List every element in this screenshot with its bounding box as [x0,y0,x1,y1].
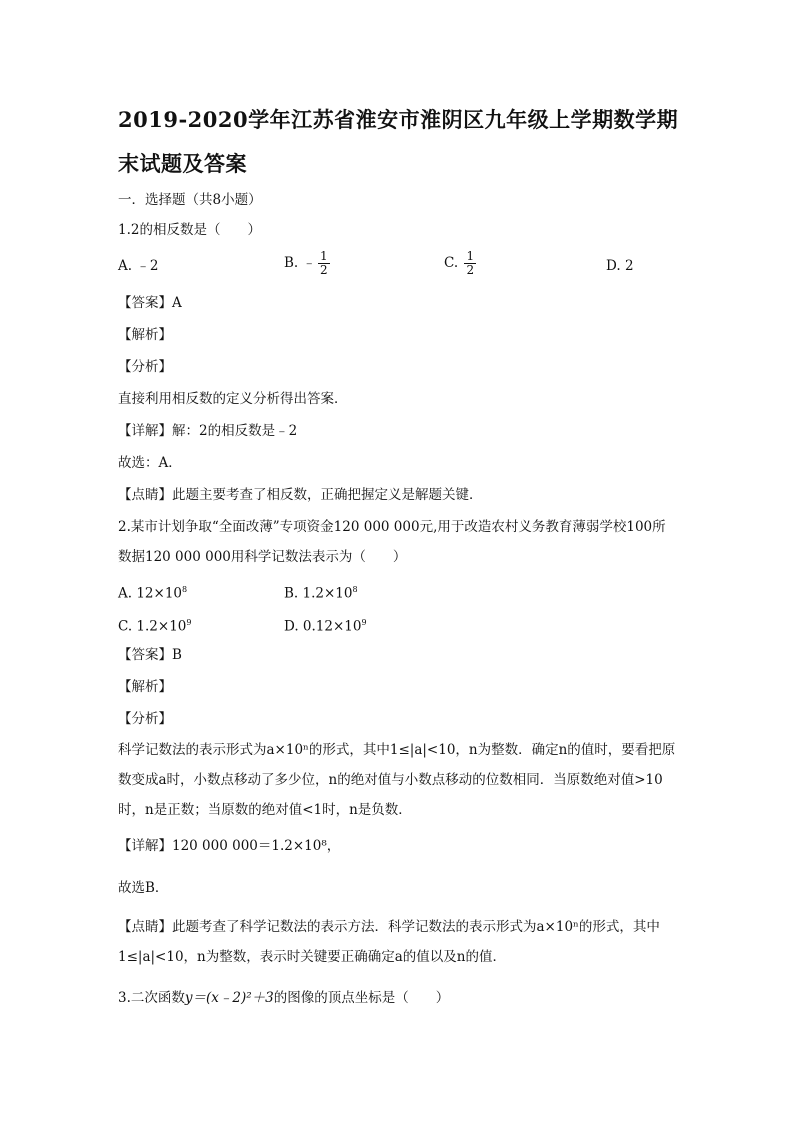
fraction: $\frac{1}{2}$ [466,249,475,277]
q2-stem: 2.某市计划争取“全面改薄”专项资金120 000 000元,用于改造农村义务教育薄弱学校100所数据120 000 000用科学记数法表示为（ ） [118,519,666,565]
q2-dianjing: 【点睛】此题考查了科学记数法的表示方法．科学记数法的表示形式为a×10ⁿ的形式，其中1≤|a|<10，n为整数，表示时关键要正确确定a的值以及n的值． [118,919,660,965]
q2-option-b: B. $1.2\times 10^8$ [284,585,358,602]
q2-jiexi: 【解析】 [118,679,172,695]
q1-stem: 1.2的相反数是（ ） [118,222,261,238]
q1-xiangjie: 【详解】解：2的相反数是﹣2 [118,423,298,439]
q1-fenxi: 【分析】 [118,359,172,375]
q2-answer: 【答案】B [118,647,182,663]
section-heading: 一．选择题（共8小题） [118,192,262,208]
q1-fenxi-text: 直接利用相反数的定义分析得出答案． [118,391,348,407]
q3-formula: y＝(x﹣2)²＋3 [184,990,274,1006]
q1-dianjing: 【点睛】此题主要考查了相反数，正确把握定义是解题关键． [118,487,483,503]
q1-option-b: B. ﹣ $\frac{1}{2}$ [284,249,328,277]
q2-fenxi: 【分析】 [118,711,172,727]
q2-option-d: D. $0.12\times 10^9$ [284,618,367,635]
q2-option-c: C. $1.2\times 10^9$ [118,618,192,635]
q2-fenxi-text: 科学记数法的表示形式为a×10ⁿ的形式，其中1≤|a|<10，n为整数．确定n的值时，要看把原数变成a时，小数点移动了多少位，n的绝对值与小数点移动的位数相同．当原数绝对值>10时，n是正数；当原数的绝对值<1时，n是负数． [118,742,676,818]
q1-option-d: D. 2 [606,258,634,274]
q2-option-a: A. $12\times 10^8$ [118,585,188,602]
page-title: 2019-2020学年江苏省淮安市淮阴区九年级上学期数学期末试题及答案 [118,107,679,176]
q1-guxuan: 故选：A． [118,455,182,471]
q1-jiexi: 【解析】 [118,327,172,343]
q1-option-a: A. ﹣2 [118,258,159,274]
fraction: $\frac{1}{2}$ [320,249,328,277]
q2-guxuan: 故选B． [118,880,169,896]
q2-xiangjie: 【详解】120 000 000＝1.2×10⁸， [118,838,341,854]
q1-answer: 【答案】A [118,295,182,311]
q3-stem: 3.二次函数y＝(x﹣2)²＋3的图像的顶点坐标是（ ） [118,990,450,1006]
q1-option-c: C. $\frac{1}{2}$ [444,249,475,277]
